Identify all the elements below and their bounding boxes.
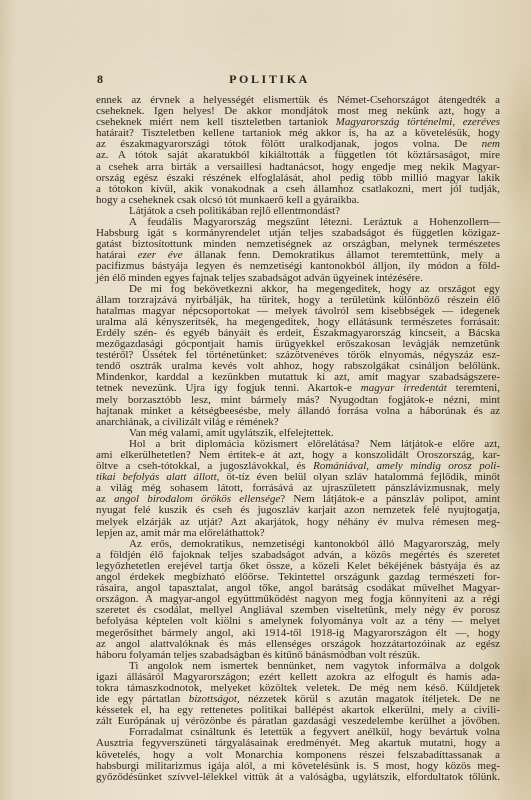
emphasis: Romániával, amely mindig orosz poli- [313, 460, 500, 473]
emphasis: ezer éve [137, 249, 183, 262]
text-line: befolyása képtelen volt kiölni s amelynek folyománya volt az a tény — melyet [96, 615, 500, 628]
text-line: az. A tótok saját akaratukból kikiáltották a független tót köztársaságot, mire [96, 149, 500, 162]
text-line: uralma alá kényszerítsék, ha megengeditek, hogy ellátásunk természetes forrásait: [96, 315, 500, 328]
text-line: jén élő minden egyes fajnak teljes szabadságot adván ügyeinek intézésére. [96, 271, 423, 284]
paragraph [96, 727, 500, 782]
text-line: a földjén élő fajoknak teljes szabadságot adván, a közös megértés és szeretet [96, 548, 500, 561]
text-segment: az [96, 493, 115, 506]
emphasis: bizottságot [188, 693, 237, 706]
text-line: Erdély szén- és egyéb bányáit és erdeit, Északmagyarország kincseit, a Bácska [96, 326, 500, 339]
text-line: háboru folyamán teljes szabadságban és kitűnő bánásmódban volt részük. [96, 648, 421, 661]
paragraph [96, 661, 500, 728]
text-line: anarchiának, a civilizált világ e rémének? [96, 415, 279, 428]
article-body [96, 95, 500, 783]
emphasis: nem [481, 138, 500, 151]
text-segment: , nézzetek körül s azután magatok ítéljetek. De ne [236, 693, 500, 706]
paragraph [96, 217, 500, 284]
text-line: mezőgazdasági gócpontjait hamis ürügyekkel erőszakosan levágják nemzetünk [96, 338, 500, 351]
text-line: angol érdekek megbízható előőrse. Tekintettel országunk gazdag természeti for- [96, 571, 500, 584]
text-line: Habsburg igát s kormányrendelet utján teljes szabadságot és független közigaz- [96, 227, 500, 240]
text-line: De mi fog bekövetkezni akkor, ha megengeditek, hogy az országot egy [129, 282, 500, 295]
text-line: pacifizmus bástyája legyen és nemzetiségi kantonokból álljon, ily módon a föld- [96, 260, 500, 273]
text-line: legyőzhetetlen erejével tartja őket össze, a közeli Kelet békéjének bástyája és az [96, 559, 500, 572]
text-line: Hol a brit diplomácia közismert előrelátása? Nem látjátok-e előre azt, [129, 437, 500, 450]
text-segment: az északmagyarországi tótok fölött uralkodjanak, jogos volna. De [96, 138, 482, 151]
text-segment: tetnek nevezünk. Ujra így fogjuk tenni. Akartok-e [96, 382, 361, 395]
text-line: ami elkerülhetetlen? Nem értitek-e át azt, hogy a konszolidált Oroszország, kar- [96, 449, 500, 461]
text-segment: ide egy pártatlan [96, 693, 189, 706]
text-line: igazi állásáról Magyarországon; ezért kellett azokra az elfogult és hamis ada- [96, 670, 500, 683]
text-segment: határai [96, 249, 138, 262]
text-line [96, 383, 500, 394]
emphasis: tikai befolyás alatt állott [96, 471, 217, 484]
text-line: lepjen az, amit már ma előreláthattok? [96, 526, 265, 539]
paragraph [96, 95, 500, 206]
text-line: az angol alattvalóknak és más ellenséges országok hozzátartozóinak az egész [96, 637, 500, 650]
text-line: Van még valami, amit ugylátszik, elfelejtettek. [129, 426, 334, 439]
paragraph [96, 284, 500, 428]
text-line: melyek elzárják az utját? Azt akarjátok, hogy néhány év mulva rémesen meg- [96, 515, 500, 528]
text-line: zált Európának uj vérözönbe és páratlan gazdasági veszedelembe kerülhet a jövőben. [96, 715, 500, 728]
text-line: habsburgi militarizmus igája alól, a mi követelésünk is. S most, hogy közös meg- [96, 759, 500, 772]
text-line: késsetek el, ha egy rettenetes politikai ballépést akartok elkerülni, mely a civili- [96, 704, 500, 717]
text-line: testéről? Üssétek fel történetünket: százötvenéves török elnyomás, négyszáz esz- [96, 349, 500, 362]
text-line: országon. A magyar-angol együttműködést nagyon meg fogja könnyíteni az a régi [96, 593, 500, 606]
text-line: Ausztria fegyverszüneti tárgyalásainak eredményét. Meg akartuk mutatni, hogy a [96, 737, 500, 750]
text-line: cseheknek. Igen helyes! De akkor mondjátok most meg nekünk azt, hogy a [96, 105, 500, 118]
page-title: POLITIKA [229, 72, 310, 86]
text-line: hogy a cseheknek csak olcsó tót munkaerő kell a gyáraikba. [96, 193, 360, 206]
text-line: ennek az érvnek a helyességét elismertük és Német-Csehországot átengedték a [96, 94, 500, 106]
text-segment: cseheknek miért nem kell tiszteletben tartaniok [96, 116, 336, 129]
text-line: mely borzasztóbb lesz, mint bármely más? Nyugodtan fogjátok-e nézni, mint [96, 393, 500, 406]
paragraph [96, 539, 500, 661]
text-line: ország egész északi részének elfoglalását, ahol pedig több millió magyar lakik [96, 171, 500, 184]
text-line: állam torzrajzává nyirbálják, ha tűritek, hogy a területünk különböző részein élő [96, 293, 500, 306]
text-line: hajtanak minket a kétségbeesésbe, mely állandó forrása volna a háborúnak és az [96, 404, 500, 417]
text-line: gatást biztosítottunk minden nemzetiségnek az országban, melynek természetes [96, 238, 500, 251]
page-number: 8 [97, 72, 103, 86]
text-line: hatalmas magyar népcsoportokat — melyek távolról sem kisebbségek — idegenek [96, 304, 500, 317]
text-line: rásaira, angol tapasztalat, angol tőke, angol barátság csodákat művelhet Magyar- [96, 582, 500, 595]
text-line: Ti angolok nem ismertek bennünket, nem vagytok informálva a dolgok [129, 659, 500, 672]
text-line: nyugat felé kuszik és cseh és jugoszláv karjait azon nemzetek felé nyujtogatja, [96, 504, 500, 517]
text-line: tokra támaszkodnotok, melyeket közöltek veletek. De még nem késő. Küldjetek [96, 681, 500, 694]
text-line: a tótokon kívül, akik vonakodnak a cseh államhoz csatlakozni, mert jól tudják, [96, 182, 500, 195]
text-line: tendő osztrák uralma kevés volt ahhoz, hogy rabszolgákat csináljon belőlünk. [96, 360, 500, 373]
text-segment: ? Nem látjátok-e a pánszláv polipot, amint [280, 493, 500, 506]
text-segment: , öt-tíz éven belül olyan szláv hatalommá fejlődik, minőt [216, 471, 500, 484]
text-line: A feudális Magyarország megszűnt létezni. Leráztuk a Hohenzollern— [129, 216, 500, 229]
text-line: a világ még sohasem látott, forrásává az ujraszületett pánszlávizmusnak, mely [96, 482, 500, 495]
text-line: szeretet és csodálat, mellyel Angliával szemben viseltetünk, mely négy év porosz [96, 604, 500, 617]
text-line: Az erős, demokratikus, nemzetiségi kantonokból álló Magyarország, mely [129, 537, 500, 550]
text-line: Mindenkor, karddal a kezünkben mutattuk ki azt, amit magyar szabadságszere- [96, 371, 500, 384]
text-line: megerősíthet bármely angol, aki 1914-től 1918-ig Magyarországon élt —, hogy [96, 626, 500, 639]
emphasis: Magyarország történelmi, ezeréves [335, 116, 500, 129]
text-segment: teremteni, [446, 382, 500, 395]
paragraph [96, 439, 500, 539]
text-segment: állanak fenn. Demokratikus államot teremtettünk, mely a [182, 249, 500, 262]
text-line: határait? Tiszteletben kellene tartaniok még akkor is, ha az a követelésük, hogy [96, 127, 500, 140]
text-line: Látjátok a cseh politikában rejlő ellentmondást? [129, 204, 341, 217]
text-line: Forradalmat csináltunk és letettük a fegyvert anélkül, hogy bevártuk volna [129, 726, 500, 739]
emphasis: angol birodalom örökös ellensége [114, 493, 281, 506]
text-line: követelés, hogy a volt Monarchia komponens részei felszabadíttassanak a [96, 748, 500, 761]
emphasis: magyar irredentát [360, 382, 447, 395]
text-segment: öltve a cseh-tótokkal, a jugoszlávokkal, és [96, 460, 314, 473]
text-line: győződésünket szívvel-lélekkel vittük át a valóságba, ugylátszik, elfordultatok tőlünk. [96, 770, 500, 783]
text-line: a csehek arra birták a versaillesi hadtanácsot, hogy engedje meg nekik Magyar- [96, 160, 500, 173]
